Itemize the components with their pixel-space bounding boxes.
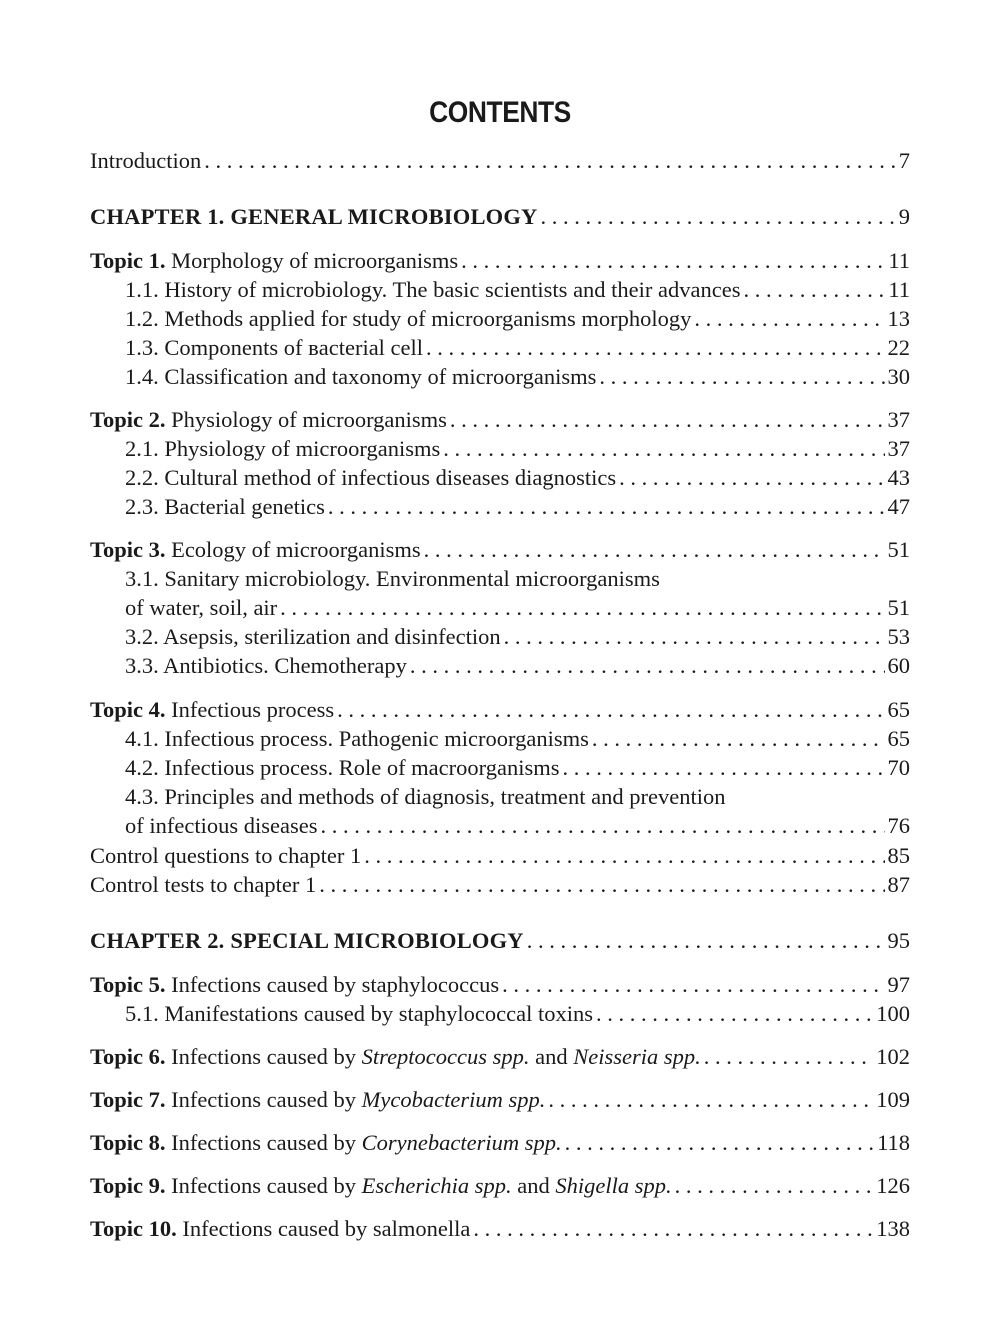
entry-label: 4.2. Infectious process. Role of macroorganisms xyxy=(125,755,560,780)
entry-page: 65 xyxy=(887,726,910,751)
toc-entry-topic-8[interactable] xyxy=(90,1128,910,1158)
entry-page: 97 xyxy=(887,972,910,997)
toc-entry-1-3[interactable] xyxy=(125,333,910,363)
entry-label: Control tests to chapter 1 xyxy=(90,872,317,897)
leader-dots xyxy=(473,1214,873,1244)
species-name: Streptococcus spp. xyxy=(361,1044,530,1069)
leader-dots xyxy=(744,275,886,305)
topic-prefix: Topic 2. xyxy=(90,407,166,432)
entry-page: 43 xyxy=(887,465,910,490)
topic-title: Ecology of microorganisms xyxy=(171,537,421,562)
entry-page: 109 xyxy=(876,1087,910,1112)
entry-page: 7 xyxy=(898,148,910,173)
topic-prefix: Topic 5. xyxy=(90,972,166,997)
topic-title: Physiology of microorganisms xyxy=(171,407,447,432)
leader-dots xyxy=(319,870,884,900)
entry-label: 1.1. History of microbiology. The basic scientists and their advances xyxy=(125,277,741,302)
topic-title: Infectious process xyxy=(171,697,335,722)
toc-entry-1-4[interactable] xyxy=(125,362,910,392)
entry-page: 47 xyxy=(887,494,910,519)
entry-page: 95 xyxy=(887,928,910,953)
leader-dots xyxy=(694,304,884,334)
toc-entry-chapter-2[interactable] xyxy=(90,926,910,956)
leader-dots xyxy=(619,463,884,493)
leader-dots xyxy=(426,333,884,363)
leader-dots xyxy=(596,999,873,1029)
leader-dots xyxy=(563,753,885,783)
entry-label: 2.1. Physiology of microorganisms xyxy=(125,436,441,461)
leader-dots xyxy=(565,1128,874,1158)
topic-title: Infections caused by salmonella xyxy=(182,1216,471,1241)
entry-page: 9 xyxy=(898,204,910,229)
topic-title: Infections caused by xyxy=(171,1087,357,1112)
topic-prefix: Topic 7. xyxy=(90,1087,166,1112)
entry-label xyxy=(90,246,458,276)
entry-page: 37 xyxy=(887,436,910,461)
entry-page: 87 xyxy=(887,872,910,897)
entry-label: 3.2. Asepsis, sterilization and disinfection xyxy=(125,624,501,649)
species-name: Mycobacterium spp. xyxy=(361,1087,546,1112)
entry-label: 3.3. Antibiotics. Chemotherapy xyxy=(125,653,407,678)
entry-label xyxy=(90,1128,562,1158)
entry-label xyxy=(90,1214,470,1244)
entry-label xyxy=(90,695,334,725)
toc-entry-5-1[interactable] xyxy=(125,999,910,1029)
entry-label: 2.3. Bacterial genetics xyxy=(125,494,325,519)
chapter-label: CHAPTER 2. SPECIAL MICROBIOLOGY xyxy=(90,928,524,953)
entry-label: 2.2. Cultural method of infectious diseases diagnostics xyxy=(125,465,617,490)
leader-dots xyxy=(548,1085,873,1115)
topic-prefix: Topic 1. xyxy=(90,248,166,273)
entry-page: 126 xyxy=(876,1173,910,1198)
entry-label: Control questions to chapter 1 xyxy=(90,843,362,868)
entry-page: 60 xyxy=(887,653,910,678)
leader-dots xyxy=(204,146,896,176)
entry-page: 118 xyxy=(877,1130,910,1155)
entry-page: 30 xyxy=(887,364,910,389)
entry-page: 100 xyxy=(876,1001,910,1026)
entry-label: 1.4. Classification and taxonomy of microorganisms xyxy=(125,364,597,389)
species-name: Escherichia spp. xyxy=(361,1173,512,1198)
leader-dots xyxy=(443,434,884,464)
toc-entry-topic-7[interactable] xyxy=(90,1085,910,1115)
toc-entry-control-questions-1[interactable] xyxy=(90,841,910,871)
topic-prefix: Topic 4. xyxy=(90,697,166,722)
entry-page: 11 xyxy=(888,277,910,302)
toc-entry-topic-10[interactable] xyxy=(90,1214,910,1244)
entry-page: 51 xyxy=(887,595,910,620)
toc-entry-1-2[interactable] xyxy=(125,304,910,334)
leader-dots xyxy=(461,246,885,276)
leader-dots xyxy=(599,362,884,392)
leader-dots xyxy=(280,593,884,623)
entry-label: 4.1. Infectious process. Pathogenic microorganisms xyxy=(125,726,589,751)
toc-entry-2-3[interactable] xyxy=(125,492,910,522)
topic-prefix: Topic 8. xyxy=(90,1130,166,1155)
topic-prefix: Topic 10. xyxy=(90,1216,177,1241)
leader-dots xyxy=(424,535,885,565)
toc-entry-topic-6[interactable] xyxy=(90,1042,910,1072)
toc-entry-3-1-line1[interactable] xyxy=(125,564,910,594)
toc-entry-topic-9[interactable] xyxy=(90,1171,910,1201)
leader-dots xyxy=(592,724,885,754)
entry-page: 102 xyxy=(876,1044,910,1069)
toc-entry-4-3-line2[interactable] xyxy=(125,811,910,841)
topic-title: Infections caused by xyxy=(171,1130,357,1155)
toc-entry-introduction[interactable] xyxy=(90,146,910,176)
entry-page: 53 xyxy=(887,624,910,649)
leader-dots xyxy=(364,841,884,871)
leader-dots xyxy=(675,1171,874,1201)
toc-entry-1-1[interactable] xyxy=(125,275,910,305)
toc-entry-topic-1[interactable] xyxy=(90,246,910,276)
toc-entry-3-2[interactable] xyxy=(125,622,910,652)
toc-entry-topic-2[interactable] xyxy=(90,405,910,435)
page-title: CONTENTS xyxy=(429,96,571,129)
entry-page: 51 xyxy=(887,537,910,562)
conjunction: and xyxy=(517,1173,550,1198)
entry-label: 3.1. Sanitary microbiology. Environmental microorganisms xyxy=(125,566,660,591)
toc-entry-2-2[interactable] xyxy=(125,463,910,493)
entry-label: Introduction xyxy=(90,148,202,173)
entry-page: 76 xyxy=(887,813,910,838)
toc-entry-chapter-1[interactable] xyxy=(90,202,910,232)
toc-entry-4-1[interactable] xyxy=(125,724,910,754)
topic-title: Morphology of microorganisms xyxy=(171,248,459,273)
species-name: Corynebacterium spp. xyxy=(361,1130,562,1155)
topic-prefix: Topic 9. xyxy=(90,1173,166,1198)
entry-page: 22 xyxy=(887,335,910,360)
entry-page: 70 xyxy=(887,755,910,780)
entry-label: 1.3. Components of вacterial cell xyxy=(125,335,424,360)
conjunction: and xyxy=(535,1044,568,1069)
topic-title: Infections caused by xyxy=(171,1173,357,1198)
leader-dots xyxy=(541,202,896,232)
leader-dots xyxy=(504,622,885,652)
leader-dots xyxy=(337,695,884,725)
leader-dots xyxy=(704,1042,873,1072)
entry-page: 13 xyxy=(887,306,910,331)
entry-label-continued: of infectious diseases xyxy=(125,813,318,838)
entry-label xyxy=(90,1085,545,1115)
toc-entry-3-1-line2[interactable] xyxy=(125,593,910,623)
toc-entry-2-1[interactable] xyxy=(125,434,910,464)
topic-title: Infections caused by staphylococcus xyxy=(171,972,500,997)
toc-entry-control-tests-1[interactable] xyxy=(90,870,910,900)
leader-dots xyxy=(502,970,884,1000)
leader-dots xyxy=(320,811,884,841)
species-name: Neisseria spp. xyxy=(573,1044,701,1069)
leader-dots xyxy=(450,405,885,435)
toc-entry-4-2[interactable] xyxy=(125,753,910,783)
entry-page: 65 xyxy=(887,697,910,722)
leader-dots xyxy=(410,651,885,681)
entry-label xyxy=(90,1171,672,1201)
toc-entry-topic-4[interactable] xyxy=(90,695,910,725)
toc-entry-3-3[interactable] xyxy=(125,651,910,681)
entry-label xyxy=(90,970,499,1000)
entry-label: 1.2. Methods applied for study of microorganisms morphology xyxy=(125,306,692,331)
toc-entry-topic-5[interactable] xyxy=(90,970,910,1000)
toc-entry-topic-3[interactable] xyxy=(90,535,910,565)
entry-label-continued: of water, soil, air xyxy=(125,595,278,620)
entry-label xyxy=(90,1042,701,1072)
leader-dots xyxy=(527,926,885,956)
topic-prefix: Topic 6. xyxy=(90,1044,166,1069)
chapter-label: CHAPTER 1. GENERAL MICROBIOLOGY xyxy=(90,204,538,229)
entry-page: 11 xyxy=(888,248,910,273)
entry-page: 37 xyxy=(887,407,910,432)
leader-dots xyxy=(328,492,885,522)
topic-prefix: Topic 3. xyxy=(90,537,166,562)
entry-page: 138 xyxy=(876,1216,910,1241)
topic-title: Infections caused by xyxy=(171,1044,357,1069)
entry-page: 85 xyxy=(887,843,910,868)
entry-label xyxy=(90,405,447,435)
species-name: Shigella spp. xyxy=(555,1173,672,1198)
entry-label: 5.1. Manifestations caused by staphylococcal toxins xyxy=(125,1001,594,1026)
entry-label: 4.3. Principles and methods of diagnosis, treatment and prevention xyxy=(125,784,726,809)
entry-label xyxy=(90,535,421,565)
toc-entry-4-3-line1[interactable] xyxy=(125,782,910,812)
